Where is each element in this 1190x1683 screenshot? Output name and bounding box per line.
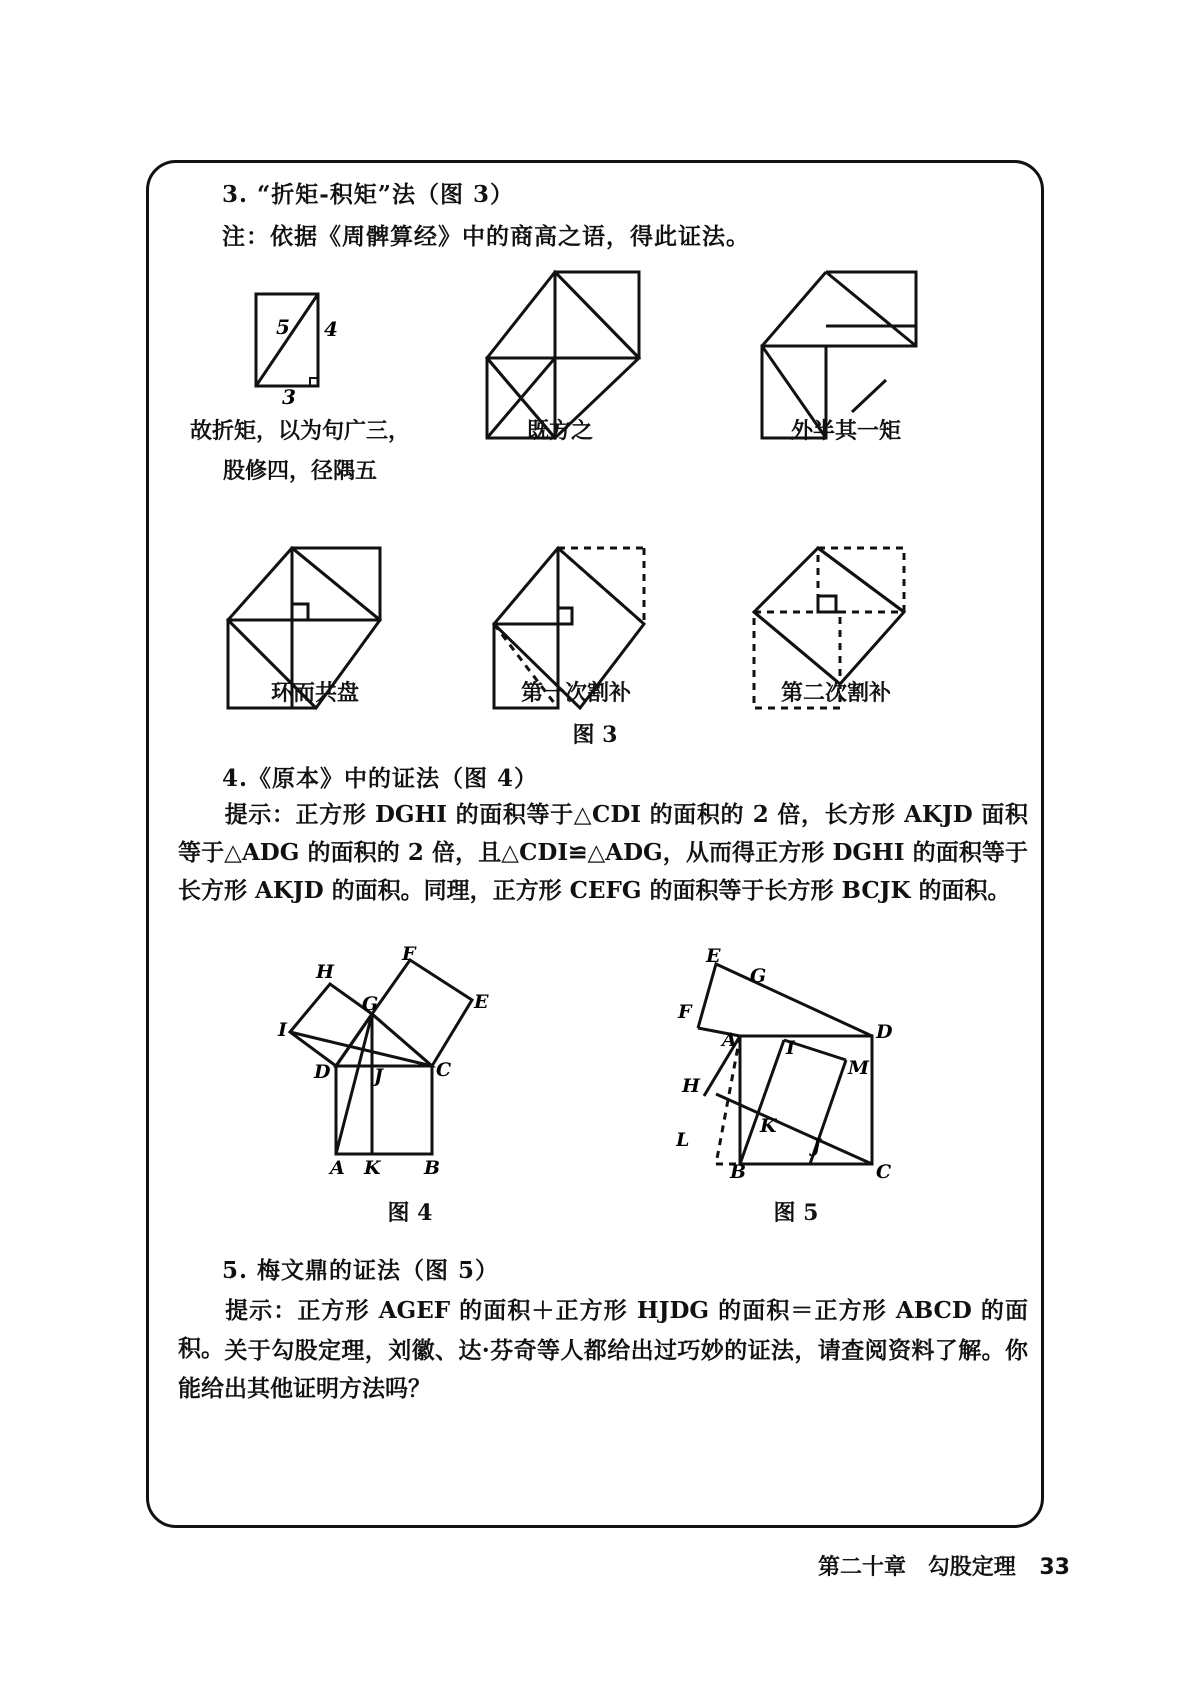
- section-4-hint-text: 提示：正方形 DGHI 的面积等于△CDI 的面积的 2 倍，长方形 AKJD 面积等于△ADG 的面积的 2 倍，且△CDI≌△ADG，从而得正方形 DGHI 的面积等于长方形 AKJD 的面积。同理，正方形 CEFG 的面积等于长方形 BCJK 的面积。: [178, 801, 1028, 904]
- point-M: M: [848, 1057, 870, 1079]
- label-5: 5: [276, 315, 290, 339]
- fig3-caption-1: 故折矩，以为句广三，: [189, 418, 410, 444]
- fig5-label: 图 5: [773, 1200, 819, 1226]
- point-I: I: [278, 1019, 287, 1041]
- point-F: F: [402, 944, 416, 965]
- section-4-hint: [178, 796, 1028, 910]
- point-G: G: [750, 965, 767, 987]
- fig3-caption-4: 环而共盘: [270, 680, 359, 706]
- point-C: C: [876, 1161, 892, 1180]
- section-5-hint-text: 提示：正方形 AGEF 的面积＋正方形 HJDG 的面积＝正方形 ABCD 的面积。: [178, 1297, 1028, 1362]
- diagonal-5: [256, 294, 318, 386]
- point-J: J: [812, 1135, 821, 1157]
- page-footer: [818, 1550, 1070, 1581]
- fig3-caption-2: 既方之: [526, 418, 593, 444]
- fig3-label: 图 3: [572, 722, 618, 748]
- section-5-closing-text: 关于勾股定理，刘徽、达·芬奇等人都给出过巧妙的证法，请查阅资料了解。你能给出其他证明方法吗？: [178, 1337, 1028, 1402]
- fig4-label: 图 4: [387, 1200, 433, 1226]
- point-I: I: [786, 1037, 795, 1059]
- section-5-closing: [178, 1332, 1028, 1408]
- footer-title: 勾股定理: [927, 1555, 1016, 1580]
- section-5-heading: 5. 梅文鼎的证法（图 5）: [222, 1257, 500, 1284]
- point-B: B: [424, 1157, 441, 1179]
- figure-4: [270, 944, 510, 1180]
- page-number: 33: [1039, 1555, 1070, 1580]
- point-K: K: [364, 1157, 381, 1179]
- point-A: A: [330, 1157, 345, 1179]
- point-D: D: [314, 1061, 331, 1083]
- label-3: 3: [282, 385, 296, 405]
- fig3-caption-6: 第二次割补: [780, 680, 891, 706]
- fig3-caption-1b: 股修四，径隅五: [222, 458, 377, 484]
- point-G: G: [362, 993, 379, 1015]
- point-E: E: [706, 945, 721, 967]
- point-F: F: [678, 1001, 692, 1023]
- point-E: E: [474, 991, 489, 1013]
- point-D: D: [876, 1021, 893, 1043]
- point-L: L: [676, 1129, 690, 1151]
- point-H: H: [682, 1075, 700, 1097]
- point-H: H: [316, 961, 334, 983]
- section-4-heading: 4.《原本》中的证法（图 4）: [222, 765, 539, 792]
- footer-chapter: 第二十章: [818, 1555, 907, 1580]
- figure-5: [676, 944, 920, 1180]
- point-B: B: [730, 1161, 747, 1180]
- section-3-note: 注：依据《周髀算经》中的商高之语，得此证法。: [222, 223, 750, 250]
- label-4: 4: [324, 317, 338, 341]
- fig3-caption-3: 外半其一矩: [790, 418, 901, 444]
- point-C: C: [436, 1059, 452, 1081]
- point-A: A: [722, 1029, 737, 1051]
- fig3-panel-1: [240, 280, 350, 405]
- fig3-caption-5: 第一次割补: [520, 680, 631, 706]
- point-J: J: [374, 1065, 383, 1087]
- section-3-heading: 3. “折矩-积矩”法（图 3）: [222, 181, 515, 208]
- point-K: K: [760, 1115, 777, 1137]
